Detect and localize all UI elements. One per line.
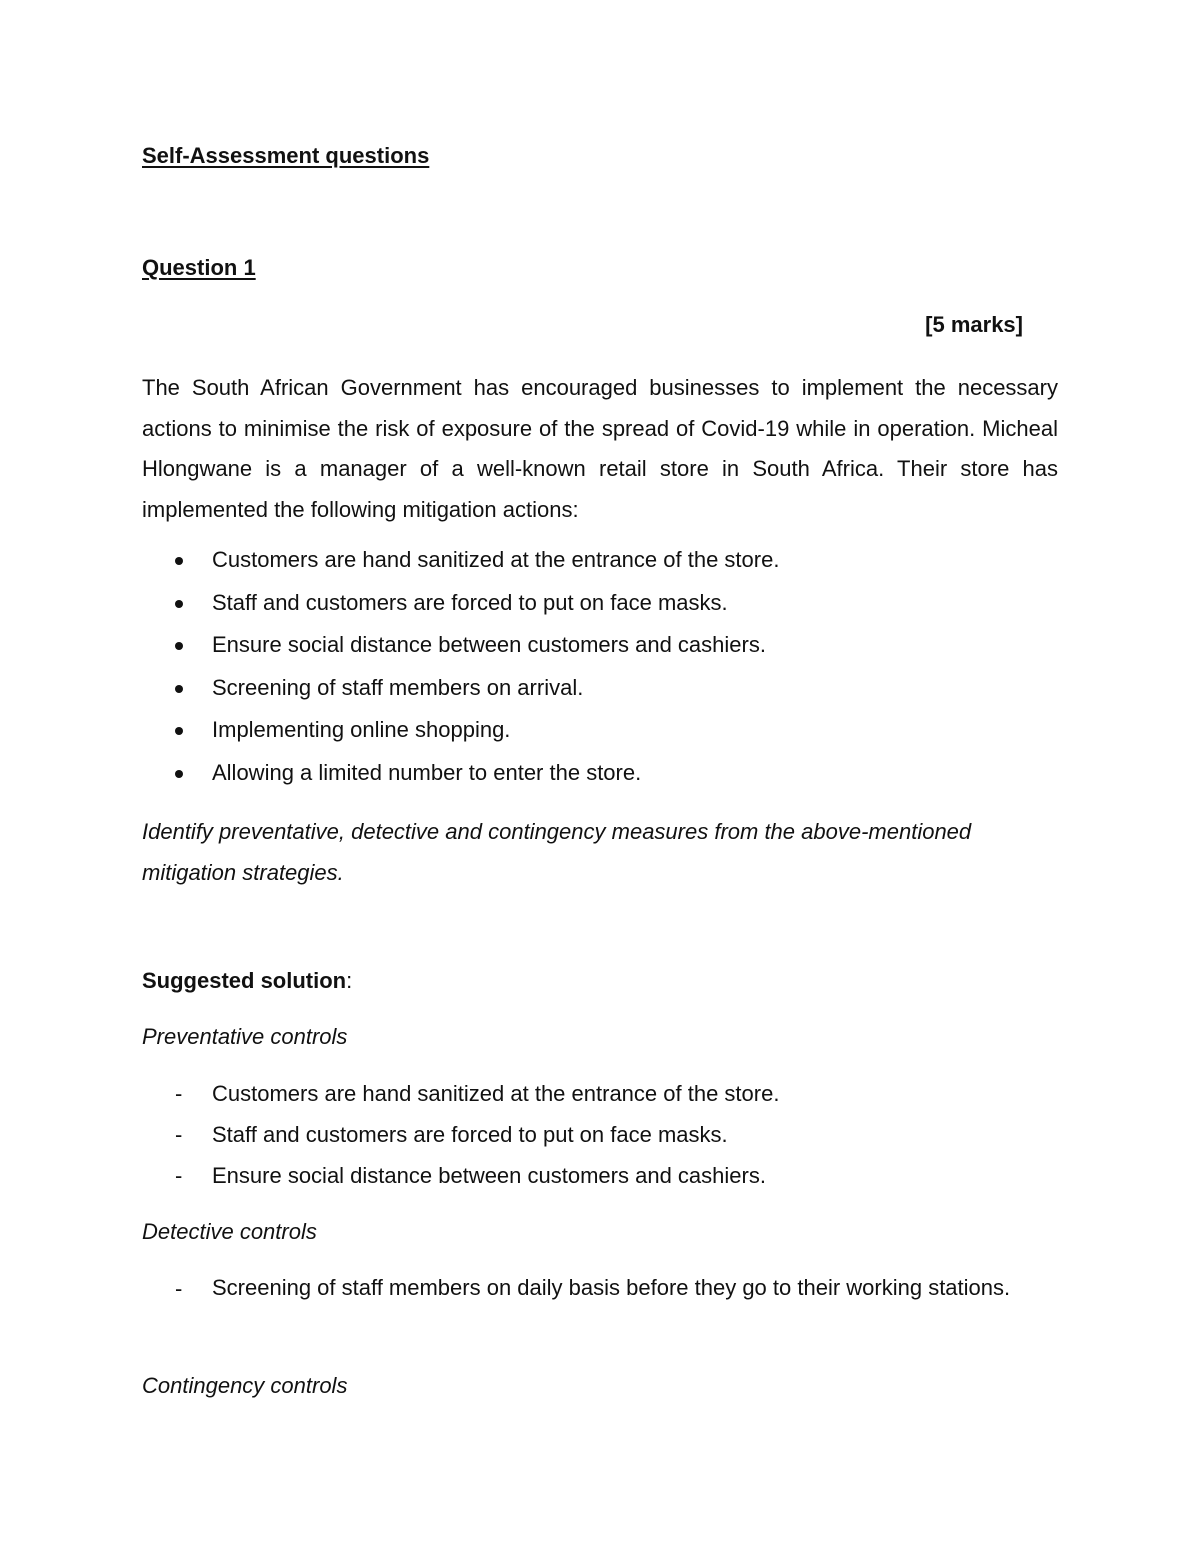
bullet-icon [175,727,183,735]
solution-heading: Suggested solution: [142,968,353,993]
marks-label: [5 marks] [925,312,1023,337]
list-item: Allowing a limited number to enter the store. [142,757,779,800]
list-item: Customers are hand sanitized at the entrance of the store. [142,544,779,587]
dash-marker: - [175,1122,183,1147]
list-item: Staff and customers are forced to put on face masks. [142,587,779,630]
intro-paragraph: The South African Government has encouraged businesses to implement the necessary actions to minimise the risk of exposure of the spread of Covid-19 while in operation. Micheal Hlongwane is a manager of a well-known retail store in South Africa. Their store has implemented the following mitigation actions: [142,375,1058,522]
list-item: Implementing online shopping. [142,714,779,757]
list-item: - Staff and customers are forced to put on face masks. [142,1119,779,1160]
mitigation-actions-list [142,544,779,799]
list-item: Ensure social distance between customers and cashiers. [142,629,779,672]
list-item: - Ensure social distance between customers and cashiers. [142,1160,779,1201]
contingency-heading: Contingency controls [142,1373,348,1398]
bullet-icon [175,642,183,650]
dash-marker: - [175,1163,183,1188]
detective-item: Screening of staff members on daily basis before they go to their working stations. [212,1275,1011,1300]
dash-marker: - [175,1081,183,1106]
question-heading: Question 1 [142,255,256,280]
document-title: Self-Assessment questions [142,143,430,168]
bullet-icon [175,557,183,565]
bullet-icon [175,685,183,693]
question-instruction: Identify preventative, detective and contingency measures from the above-mentioned mitigation strategies. [142,819,972,885]
list-item: - Customers are hand sanitized at the entrance of the store. [142,1078,779,1119]
list-item: Screening of staff members on arrival. [142,672,779,715]
bullet-icon [175,600,183,608]
preventative-heading: Preventative controls [142,1024,348,1049]
preventative-list [142,1078,779,1201]
detective-heading: Detective controls [142,1219,317,1244]
bullet-icon [175,770,183,778]
dash-marker: - [175,1276,183,1301]
